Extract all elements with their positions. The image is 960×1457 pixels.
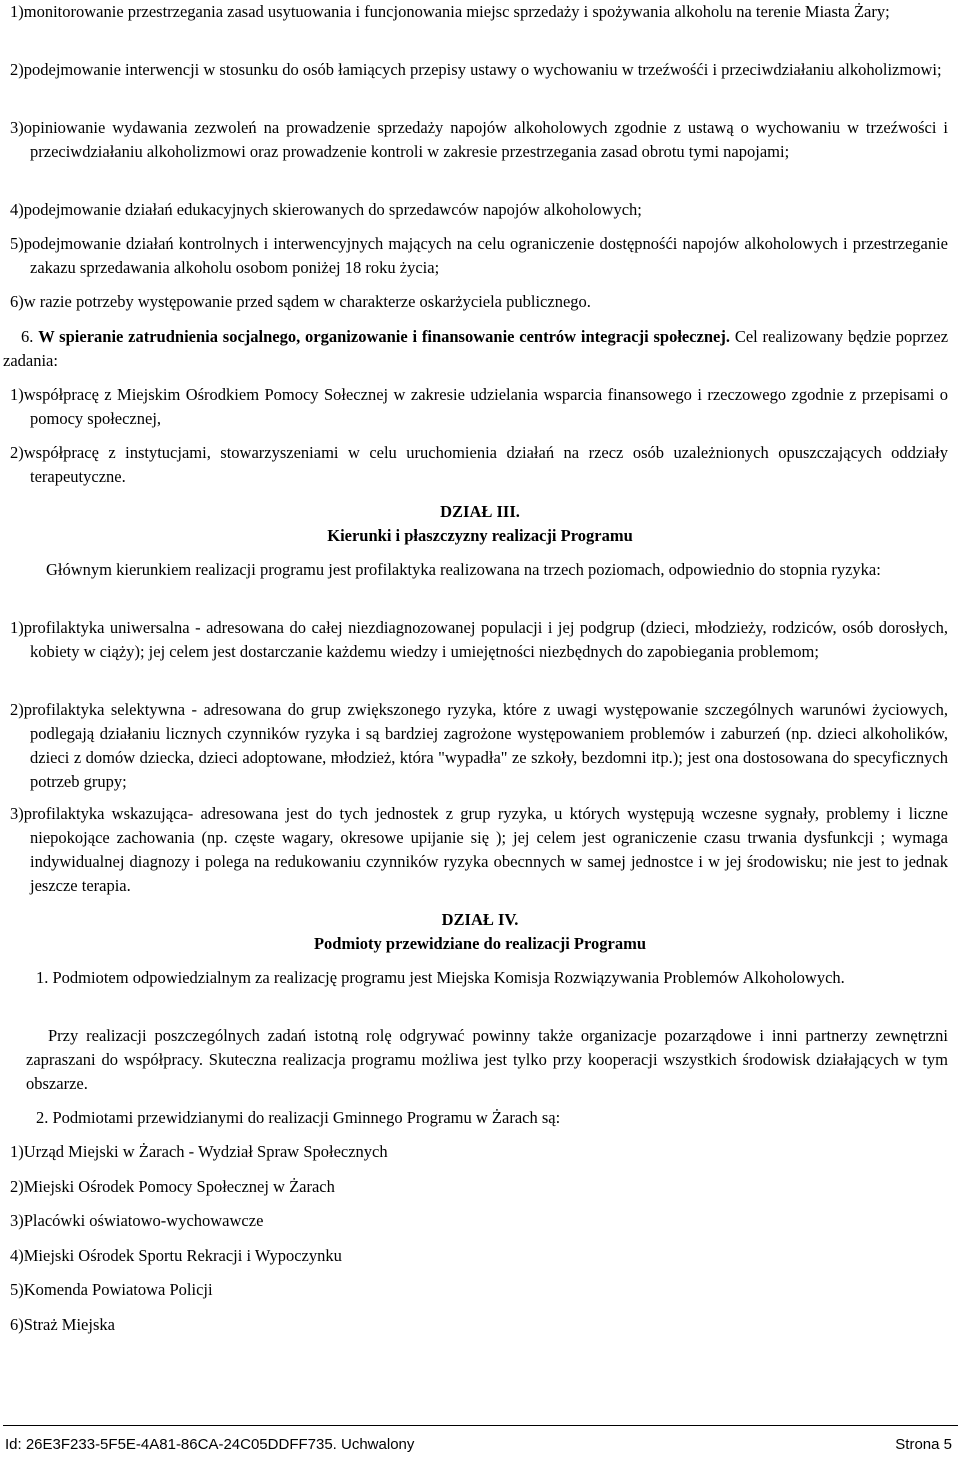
list-item: 1)monitorowanie przestrzegania zasad usytuowania i funcjonowania miejsc sprzedaży i spożywania alkoholu na terenie Miasta Żary; xyxy=(10,2,890,21)
list-item: 5)podejmowanie działań kontrolnych i interwencyjnych mających na celu ograniczenie dostępnośći napojów alkoholowych i przestrzeganie zakazu sprzedawania alkoholu osobom poniżej 18 roku życia; xyxy=(10,234,948,277)
list-item: 4)podejmowanie działań edukacyjnych skierowanych do sprzedawców napojów alkoholowych; xyxy=(10,200,642,219)
section-intro: Głównym kierunkiem realizacji programu jest profilaktyka realizowana na trzech poziomach, odpowiednio do stopnia ryzyka: xyxy=(46,560,881,579)
list-item: 6)Straż Miejska xyxy=(10,1315,115,1334)
section-subtitle: Kierunki i płaszczyzny realizacji Programu xyxy=(327,526,633,545)
footer-document-id: Id: 26E3F233-5F5E-4A81-86CA-24C05DDFF735. Uchwalony xyxy=(5,1436,415,1453)
section-subtitle: Podmioty przewidziane do realizacji Programu xyxy=(313,934,647,953)
paragraph: Przy realizacji poszczególnych zadań istotną rolę odgrywać powinny także organizacje pozarządowe i inni partnerzy zewnętrzni zapraszani do współpracy. Skuteczna realizacja programu możliwa jest tylko przy kooperacji wszystkich środowisk działających w tym obszarze. xyxy=(26,1026,948,1093)
list-item: 2)podejmowanie interwencji w stosunku do osób łamiących przepisy ustawy o wychowaniu w trzeźwośći i przeciwdziałaniu alkoholizmowi; xyxy=(10,60,942,79)
list-item: 1)współpracę z Miejskim Ośrodkiem Pomocy Sołecznej w zakresie udzielania wsparcia finansowego i rzeczowego zgodnie z przepisami o pomocy społecznej, xyxy=(10,385,948,428)
list-item: 4)Miejski Ośrodek Sportu Rekracji i Wypoczynku xyxy=(10,1246,342,1265)
paragraph: 1. Podmiotem odpowiedzialnym za realizację programu jest Miejska Komisja Rozwiązywania Problemów Alkoholowych. xyxy=(36,968,845,987)
list-item: 1)profilaktyka uniwersalna - adresowana do całej niezdiagnozowanej populacji i jej podgrup (dzieci, młodzieży, rodziców, osób dorosłych, kobiety w ciąży); jej celem jest dostarczanie każdemu wiedzy i umiejętności niezbędnych do zapobiegania problemom; xyxy=(10,618,948,661)
paragraph: 2. Podmiotami przewidzianymi do realizacji Gminnego Programu w Żarach są: xyxy=(36,1108,561,1127)
list-item: 3)opiniowanie wydawania zezwoleń na prowadzenie sprzedaży napojów alkoholowych zgodnie z ustawą o wychowaniu w trzeźwości i przeciwdziałaniu alkoholizmowi oraz prowadzenie kontroli w zakresie przestrzegania zasad obrotu tymi napojami; xyxy=(10,118,948,161)
section-6-heading: 6. W spieranie zatrudnienia socjalnego, organizowanie i finansowanie centrów integracji społecznej. Cel realizowany będzie poprzez zadania: xyxy=(3,327,949,370)
list-item: 2)Miejski Ośrodek Pomocy Społecznej w Żarach xyxy=(10,1177,335,1196)
list-item: 3)Placówki oświatowo-wychowawcze xyxy=(10,1211,264,1230)
list-item: 2)współpracę z instytucjami, stowarzyszeniami w celu uruchomienia działań na rzecz osób uzależnionych opuszczających oddziały terapeutyczne. xyxy=(10,443,948,486)
list-item: 5)Komenda Powiatowa Policji xyxy=(10,1280,213,1299)
footer-page-number: Strona 5 xyxy=(895,1436,952,1453)
section-title: DZIAŁ III. xyxy=(440,502,520,521)
list-item: 6)w razie potrzeby występowanie przed sądem w charakterze oskarżyciela publicznego. xyxy=(10,292,591,311)
list-item: 2)profilaktyka selektywna - adresowana do grup zwiększonego ryzyka, które z uwagi występowanie szczególnych warunówi życiowych, podlegają działaniu licznych czynników ryzyka i są bardziej zagrożone występowaniem problemów i zaburzeń (np. dzieci alkoholików, dzieci z domów dziecka, dzieci adoptowane, młodzież, która "wypadła" ze szkoły, bezdomni itp.); jest ona dostosowana do specyficznych potrzeb grupy; xyxy=(10,700,948,791)
list-item: 3)profilaktyka wskazująca- adresowana jest do tych jednostek z grup ryzyka, u których występują wczesne sygnały, problemy i liczne niepokojące zachowania (np. częste wagary, okresowe upijanie się ); jej celem jest ograniczenie czasu trwania dysfunkcji ; wymaga indywidualnej diagnozy i polega na redukowaniu czynników ryzyka obecnnych w samej jednostce i w jej środowisku; nie jest to jednak jeszcze terapia. xyxy=(10,804,948,895)
list-item: 1)Urząd Miejski w Żarach - Wydział Spraw Społecznych xyxy=(10,1142,388,1161)
section-title: DZIAŁ IV. xyxy=(441,910,519,929)
footer-divider xyxy=(3,1425,958,1426)
